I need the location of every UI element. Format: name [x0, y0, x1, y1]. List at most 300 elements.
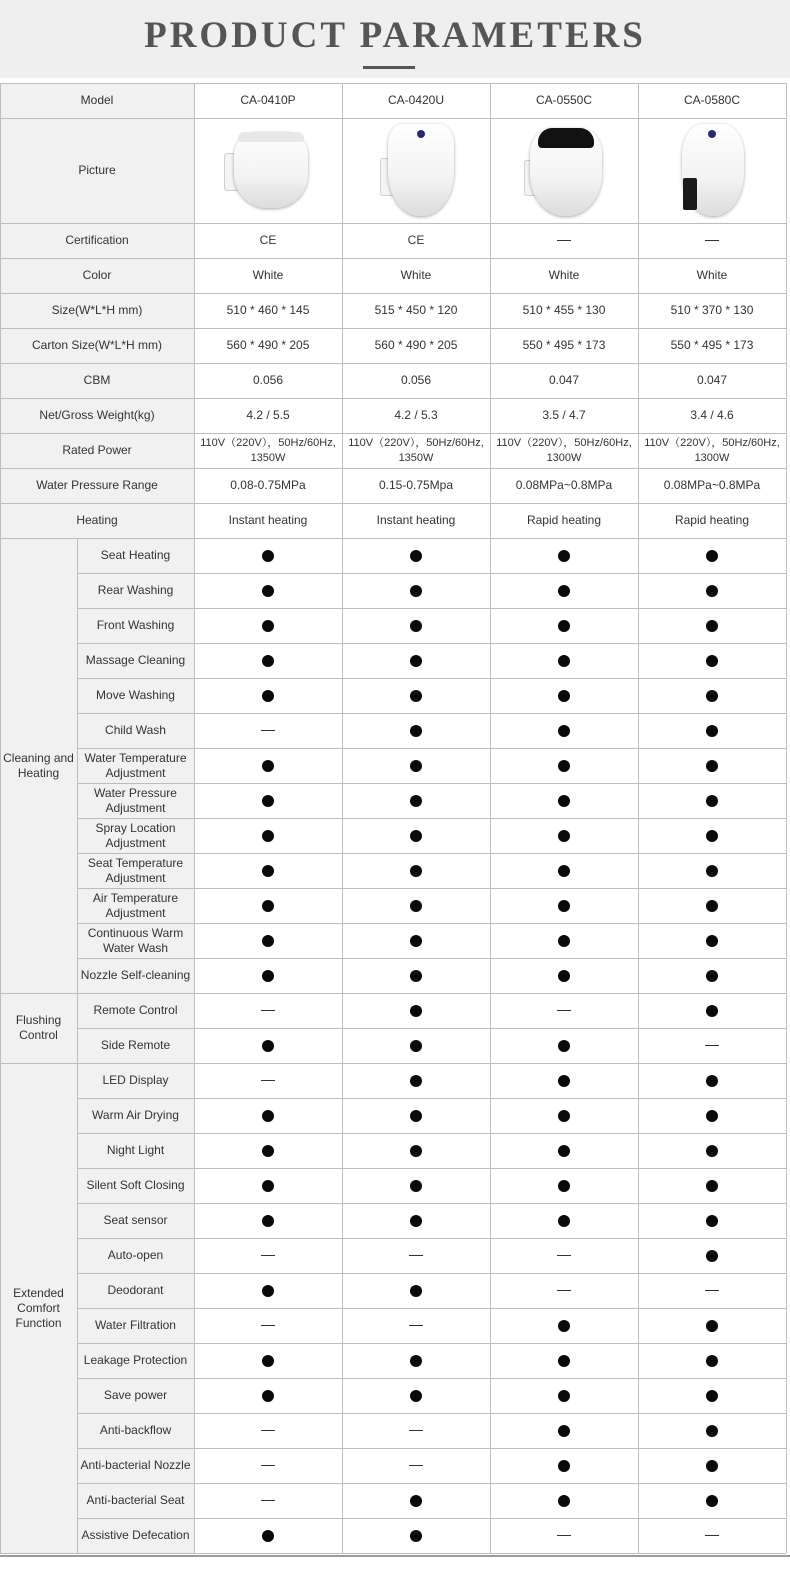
feature-label-water-pressure-adjustment: Water Pressure Adjustment — [94, 785, 177, 815]
spec-value-size-w-l-h-mm: 510 * 455 * 130 — [522, 303, 606, 317]
not-supported-dash-icon — [705, 1535, 719, 1536]
supported-dot-icon — [410, 725, 422, 737]
spec-value-certification — [490, 223, 638, 258]
supported-dot-icon — [558, 1320, 570, 1332]
spec-value-rated-power: 110V（220V），50Hz/60Hz, 1300W — [496, 436, 632, 464]
feature-value-water-pressure-adjustment — [194, 783, 342, 818]
picture-label: Picture — [78, 163, 116, 177]
feature-value-water-pressure-adjustment — [490, 783, 638, 818]
feature-value-continuous-warm-water-wash — [490, 923, 638, 958]
row-divider — [77, 608, 786, 609]
supported-dot-icon — [262, 1355, 274, 1367]
supported-dot-icon — [706, 620, 718, 632]
supported-dot-icon — [410, 655, 422, 667]
feature-label-silent-soft-closing: Silent Soft Closing — [86, 1178, 185, 1192]
feature-value-water-pressure-adjustment — [638, 783, 786, 818]
parameters-table — [0, 83, 786, 1555]
feature-value-water-temperature-adjustment — [194, 748, 342, 783]
spec-label-net-gross-weight-kg: Net/Gross Weight(kg) — [39, 408, 155, 422]
feature-value-save-power — [490, 1378, 638, 1413]
spec-label-heating: Heating — [76, 513, 118, 527]
feature-value-water-temperature-adjustment — [490, 748, 638, 783]
feature-label-seat-sensor: Seat sensor — [103, 1213, 168, 1227]
row-divider — [77, 1378, 786, 1379]
supported-dot-icon — [262, 1285, 274, 1297]
feature-value-child-wash — [194, 713, 342, 748]
spec-value-certification: CE — [407, 233, 425, 247]
feature-value-led-display — [490, 1063, 638, 1098]
feature-value-auto-open — [638, 1238, 786, 1273]
supported-dot-icon — [410, 760, 422, 772]
feature-value-spray-location-adjustment — [342, 818, 490, 853]
spec-value-net-gross-weight-kg: 4.2 / 5.5 — [246, 408, 290, 422]
feature-value-assistive-defecation — [638, 1518, 786, 1553]
supported-dot-icon — [706, 795, 718, 807]
feature-label-child-wash: Child Wash — [105, 723, 166, 737]
spec-value-rated-power: 110V（220V），50Hz/60Hz, 1350W — [348, 436, 484, 464]
feature-label-nozzle-self-cleaning: Nozzle Self-cleaning — [80, 968, 191, 982]
feature-value-warm-air-drying — [638, 1098, 786, 1133]
row-divider — [0, 258, 786, 259]
feature-value-water-temperature-adjustment — [342, 748, 490, 783]
feature-value-anti-bacterial-nozzle — [194, 1448, 342, 1483]
supported-dot-icon — [410, 1285, 422, 1297]
feature-value-assistive-defecation — [194, 1518, 342, 1553]
feature-value-deodorant — [194, 1273, 342, 1308]
remote-control — [683, 178, 697, 210]
spec-value-certification — [638, 223, 786, 258]
supported-dot-icon — [262, 690, 274, 702]
feature-value-side-remote — [342, 1028, 490, 1063]
feature-value-anti-bacterial-nozzle — [638, 1448, 786, 1483]
spec-label-water-pressure-range: Water Pressure Range — [36, 478, 158, 492]
not-supported-dash-icon — [261, 1465, 275, 1466]
row-divider — [77, 1483, 786, 1484]
feature-label-seat-heating: Seat Heating — [100, 548, 171, 562]
not-supported-dash-icon — [557, 1255, 571, 1256]
supported-dot-icon — [558, 585, 570, 597]
supported-dot-icon — [706, 830, 718, 842]
supported-dot-icon — [706, 1320, 718, 1332]
supported-dot-icon — [706, 1215, 718, 1227]
supported-dot-icon — [706, 1075, 718, 1087]
supported-dot-icon — [558, 830, 570, 842]
feature-value-nozzle-self-cleaning — [342, 958, 490, 993]
spec-value-rated-power: 110V（220V），50Hz/60Hz, 1300W — [644, 436, 780, 464]
supported-dot-icon — [262, 1110, 274, 1122]
feature-value-side-remote — [194, 1028, 342, 1063]
column-divider — [490, 83, 491, 1553]
feature-value-anti-bacterial-nozzle — [342, 1448, 490, 1483]
supported-dot-icon — [558, 550, 570, 562]
feature-label-deodorant: Deodorant — [107, 1283, 164, 1297]
supported-dot-icon — [558, 865, 570, 877]
feature-value-water-filtration — [490, 1308, 638, 1343]
spec-label-color: Color — [82, 268, 112, 282]
feature-value-remote-control — [342, 993, 490, 1028]
supported-dot-icon — [706, 1145, 718, 1157]
spec-value-heating: Rapid heating — [526, 513, 602, 527]
spec-value-carton-size-w-l-h-mm: 560 * 490 * 205 — [374, 338, 458, 352]
supported-dot-icon — [558, 1495, 570, 1507]
feature-label-warm-air-drying: Warm Air Drying — [92, 1108, 179, 1122]
feature-value-save-power — [342, 1378, 490, 1413]
feature-label-seat-temperature-adjustment: Seat Temperature Adjustment — [87, 855, 184, 885]
column-divider — [194, 83, 195, 1553]
supported-dot-icon — [558, 1425, 570, 1437]
row-divider — [0, 433, 786, 434]
feature-value-side-remote — [490, 1028, 638, 1063]
hinge-cover — [238, 132, 304, 142]
row-divider — [77, 1133, 786, 1134]
feature-value-spray-location-adjustment — [194, 818, 342, 853]
supported-dot-icon — [410, 1075, 422, 1087]
spec-value-cbm: 0.047 — [548, 373, 580, 387]
supported-dot-icon — [410, 1355, 422, 1367]
feature-value-rear-washing — [342, 573, 490, 608]
supported-dot-icon — [706, 760, 718, 772]
supported-dot-icon — [410, 1180, 422, 1192]
feature-value-spray-location-adjustment — [638, 818, 786, 853]
feature-value-continuous-warm-water-wash — [194, 923, 342, 958]
not-supported-dash-icon — [409, 1430, 423, 1431]
row-divider — [77, 678, 786, 679]
supported-dot-icon — [262, 865, 274, 877]
spec-value-rated-power: 110V（220V），50Hz/60Hz, 1350W — [200, 436, 336, 464]
feature-value-rear-washing — [194, 573, 342, 608]
not-supported-dash-icon — [261, 1010, 275, 1011]
supported-dot-icon — [410, 970, 422, 982]
feature-value-move-washing — [194, 678, 342, 713]
supported-dot-icon — [262, 620, 274, 632]
black-control-band — [538, 128, 594, 148]
supported-dot-icon — [410, 1040, 422, 1052]
feature-label-anti-bacterial-seat: Anti-bacterial Seat — [86, 1493, 185, 1507]
supported-dot-icon — [410, 935, 422, 947]
supported-dot-icon — [558, 690, 570, 702]
supported-dot-icon — [410, 830, 422, 842]
supported-dot-icon — [706, 1495, 718, 1507]
not-supported-dash-icon — [705, 1045, 719, 1046]
spec-value-water-pressure-range: 0.08-0.75MPa — [230, 478, 306, 492]
row-divider — [77, 748, 786, 749]
not-supported-dash-icon — [261, 1500, 275, 1501]
supported-dot-icon — [558, 1110, 570, 1122]
toilet-seat-ca-0550c-photo — [490, 118, 638, 223]
row-divider — [77, 958, 786, 959]
feature-value-auto-open — [490, 1238, 638, 1273]
feature-value-seat-sensor — [194, 1203, 342, 1238]
model-name-ca-0550c: CA-0550C — [535, 93, 593, 107]
spec-label-certification: Certification — [65, 233, 129, 247]
supported-dot-icon — [262, 935, 274, 947]
feature-value-child-wash — [342, 713, 490, 748]
not-supported-dash-icon — [557, 1290, 571, 1291]
not-supported-dash-icon — [261, 1255, 275, 1256]
spec-value-cbm: 0.047 — [696, 373, 728, 387]
supported-dot-icon — [706, 690, 718, 702]
supported-dot-icon — [262, 1180, 274, 1192]
spec-value-cbm: 0.056 — [252, 373, 284, 387]
feature-value-night-light — [342, 1133, 490, 1168]
feature-value-led-display — [342, 1063, 490, 1098]
feature-value-silent-soft-closing — [490, 1168, 638, 1203]
row-divider — [0, 398, 786, 399]
supported-dot-icon — [410, 1145, 422, 1157]
not-applicable-dash-icon — [705, 240, 719, 241]
feature-value-air-temperature-adjustment — [638, 888, 786, 923]
feature-value-deodorant — [342, 1273, 490, 1308]
feature-value-deodorant — [490, 1273, 638, 1308]
supported-dot-icon — [262, 795, 274, 807]
feature-value-seat-heating — [638, 538, 786, 573]
supported-dot-icon — [262, 1040, 274, 1052]
supported-dot-icon — [262, 1390, 274, 1402]
column-divider — [0, 83, 1, 1553]
group-label-flushing-control: Flushing Control — [15, 1013, 62, 1042]
supported-dot-icon — [262, 1530, 274, 1542]
not-applicable-dash-icon — [557, 240, 571, 241]
supported-dot-icon — [410, 1530, 422, 1542]
row-divider — [77, 643, 786, 644]
column-divider — [786, 83, 787, 1553]
row-divider — [77, 1028, 786, 1029]
feature-value-seat-heating — [342, 538, 490, 573]
feature-value-remote-control — [194, 993, 342, 1028]
supported-dot-icon — [558, 900, 570, 912]
spec-label-carton-size-w-l-h-mm: Carton Size(W*L*H mm) — [31, 338, 163, 352]
spec-value-heating: Instant heating — [228, 513, 308, 527]
row-divider — [77, 1203, 786, 1204]
row-divider — [0, 503, 786, 504]
supported-dot-icon — [410, 1005, 422, 1017]
column-divider — [342, 83, 343, 1553]
supported-dot-icon — [706, 935, 718, 947]
supported-dot-icon — [262, 830, 274, 842]
feature-value-silent-soft-closing — [342, 1168, 490, 1203]
spec-value-color: White — [252, 268, 284, 282]
feature-value-led-display — [638, 1063, 786, 1098]
feature-value-nozzle-self-cleaning — [194, 958, 342, 993]
row-divider — [77, 923, 786, 924]
page-header — [0, 0, 790, 78]
feature-value-anti-bacterial-seat — [638, 1483, 786, 1518]
feature-value-move-washing — [490, 678, 638, 713]
supported-dot-icon — [410, 550, 422, 562]
feature-value-move-washing — [638, 678, 786, 713]
spec-value-certification: CE — [259, 233, 277, 247]
feature-label-move-washing: Move Washing — [96, 688, 175, 702]
feature-value-nozzle-self-cleaning — [638, 958, 786, 993]
feature-value-night-light — [490, 1133, 638, 1168]
toilet-seat-illustration — [638, 118, 786, 223]
spec-value-carton-size-w-l-h-mm: 550 * 495 * 173 — [522, 338, 606, 352]
brand-logo-badge — [417, 130, 425, 138]
feature-value-massage-cleaning — [194, 643, 342, 678]
row-divider — [0, 293, 786, 294]
row-divider — [77, 853, 786, 854]
supported-dot-icon — [706, 1460, 718, 1472]
supported-dot-icon — [558, 1215, 570, 1227]
supported-dot-icon — [706, 865, 718, 877]
row-divider — [77, 573, 786, 574]
feature-value-side-remote — [638, 1028, 786, 1063]
feature-value-front-washing — [638, 608, 786, 643]
not-supported-dash-icon — [557, 1010, 571, 1011]
row-divider — [0, 83, 786, 84]
feature-label-assistive-defecation: Assistive Defecation — [81, 1528, 190, 1542]
row-divider — [77, 1308, 786, 1309]
feature-value-silent-soft-closing — [638, 1168, 786, 1203]
spec-value-size-w-l-h-mm: 515 * 450 * 120 — [374, 303, 458, 317]
supported-dot-icon — [262, 655, 274, 667]
supported-dot-icon — [410, 585, 422, 597]
row-divider — [0, 1063, 786, 1064]
feature-label-leakage-protection: Leakage Protection — [83, 1353, 188, 1367]
table-bottom-border — [0, 1555, 790, 1557]
supported-dot-icon — [706, 550, 718, 562]
feature-label-remote-control: Remote Control — [93, 1003, 178, 1017]
not-supported-dash-icon — [409, 1325, 423, 1326]
feature-value-water-temperature-adjustment — [638, 748, 786, 783]
supported-dot-icon — [410, 1215, 422, 1227]
toilet-seat-ca-0580c-photo — [638, 118, 786, 223]
spec-value-carton-size-w-l-h-mm: 560 * 490 * 205 — [226, 338, 310, 352]
spec-value-color: White — [548, 268, 580, 282]
feature-value-seat-temperature-adjustment — [490, 853, 638, 888]
supported-dot-icon — [558, 795, 570, 807]
feature-value-led-display — [194, 1063, 342, 1098]
feature-label-auto-open: Auto-open — [107, 1248, 164, 1262]
supported-dot-icon — [706, 900, 718, 912]
supported-dot-icon — [262, 760, 274, 772]
not-supported-dash-icon — [261, 730, 275, 731]
feature-value-night-light — [194, 1133, 342, 1168]
row-divider — [0, 118, 786, 119]
page-title: PRODUCT PARAMETERS — [144, 15, 646, 56]
row-divider — [77, 1448, 786, 1449]
feature-value-rear-washing — [490, 573, 638, 608]
feature-value-child-wash — [638, 713, 786, 748]
feature-value-assistive-defecation — [490, 1518, 638, 1553]
supported-dot-icon — [558, 1390, 570, 1402]
row-divider — [0, 1553, 786, 1554]
supported-dot-icon — [558, 1075, 570, 1087]
row-divider — [77, 1343, 786, 1344]
supported-dot-icon — [262, 1145, 274, 1157]
feature-value-anti-backflow — [490, 1413, 638, 1448]
feature-value-anti-backflow — [638, 1413, 786, 1448]
supported-dot-icon — [262, 970, 274, 982]
supported-dot-icon — [706, 1110, 718, 1122]
row-divider — [77, 818, 786, 819]
feature-value-continuous-warm-water-wash — [638, 923, 786, 958]
supported-dot-icon — [706, 655, 718, 667]
model-name-ca-0410p: CA-0410P — [240, 93, 296, 107]
feature-value-air-temperature-adjustment — [342, 888, 490, 923]
group-label-cleaning-and-heating: Cleaning and Heating — [3, 750, 74, 780]
supported-dot-icon — [410, 865, 422, 877]
supported-dot-icon — [262, 550, 274, 562]
supported-dot-icon — [706, 970, 718, 982]
supported-dot-icon — [410, 1495, 422, 1507]
spec-value-net-gross-weight-kg: 4.2 / 5.3 — [394, 408, 438, 422]
feature-value-anti-backflow — [194, 1413, 342, 1448]
spec-value-net-gross-weight-kg: 3.5 / 4.7 — [542, 408, 586, 422]
feature-label-side-remote: Side Remote — [100, 1038, 171, 1052]
supported-dot-icon — [410, 1390, 422, 1402]
feature-value-seat-heating — [490, 538, 638, 573]
feature-label-anti-backflow: Anti-backflow — [99, 1423, 172, 1437]
not-supported-dash-icon — [557, 1535, 571, 1536]
row-divider — [77, 1168, 786, 1169]
feature-value-seat-sensor — [638, 1203, 786, 1238]
toilet-seat-illustration — [342, 118, 490, 223]
supported-dot-icon — [410, 900, 422, 912]
feature-label-massage-cleaning: Massage Cleaning — [85, 653, 186, 667]
feature-value-warm-air-drying — [342, 1098, 490, 1133]
row-divider — [77, 1413, 786, 1414]
supported-dot-icon — [706, 1390, 718, 1402]
feature-label-front-washing: Front Washing — [96, 618, 175, 632]
supported-dot-icon — [706, 1005, 718, 1017]
feature-label-spray-location-adjustment: Spray Location Adjustment — [95, 820, 176, 850]
feature-value-front-washing — [194, 608, 342, 643]
toilet-seat-illustration — [490, 118, 638, 223]
spec-label-size-w-l-h-mm: Size(W*L*H mm) — [51, 303, 143, 317]
spec-value-heating: Instant heating — [376, 513, 456, 527]
row-divider — [77, 1098, 786, 1099]
feature-value-leakage-protection — [638, 1343, 786, 1378]
feature-value-save-power — [194, 1378, 342, 1413]
feature-value-water-pressure-adjustment — [342, 783, 490, 818]
feature-value-rear-washing — [638, 573, 786, 608]
spec-value-heating: Rapid heating — [674, 513, 750, 527]
feature-label-led-display: LED Display — [102, 1073, 169, 1087]
feature-value-silent-soft-closing — [194, 1168, 342, 1203]
feature-label-night-light: Night Light — [106, 1143, 165, 1157]
feature-value-massage-cleaning — [342, 643, 490, 678]
row-divider — [77, 1273, 786, 1274]
feature-value-water-filtration — [194, 1308, 342, 1343]
feature-label-water-filtration: Water Filtration — [95, 1318, 176, 1332]
spec-label-cbm: CBM — [83, 373, 111, 387]
feature-value-front-washing — [342, 608, 490, 643]
feature-label-save-power: Save power — [103, 1388, 168, 1402]
supported-dot-icon — [706, 725, 718, 737]
spec-value-carton-size-w-l-h-mm: 550 * 495 * 173 — [670, 338, 754, 352]
supported-dot-icon — [558, 1040, 570, 1052]
model-name-ca-0420u: CA-0420U — [387, 93, 445, 107]
supported-dot-icon — [706, 1250, 718, 1262]
supported-dot-icon — [706, 1355, 718, 1367]
feature-value-continuous-warm-water-wash — [342, 923, 490, 958]
feature-value-seat-temperature-adjustment — [638, 853, 786, 888]
brand-logo-badge — [708, 130, 716, 138]
supported-dot-icon — [558, 725, 570, 737]
supported-dot-icon — [558, 1460, 570, 1472]
title-underline — [363, 66, 415, 69]
model-name-ca-0580c: CA-0580C — [683, 93, 741, 107]
row-divider — [77, 783, 786, 784]
toilet-seat-ca-0420u-photo — [342, 118, 490, 223]
feature-value-air-temperature-adjustment — [490, 888, 638, 923]
row-divider — [0, 538, 786, 539]
feature-value-seat-temperature-adjustment — [342, 853, 490, 888]
feature-value-save-power — [638, 1378, 786, 1413]
supported-dot-icon — [558, 935, 570, 947]
feature-value-deodorant — [638, 1273, 786, 1308]
